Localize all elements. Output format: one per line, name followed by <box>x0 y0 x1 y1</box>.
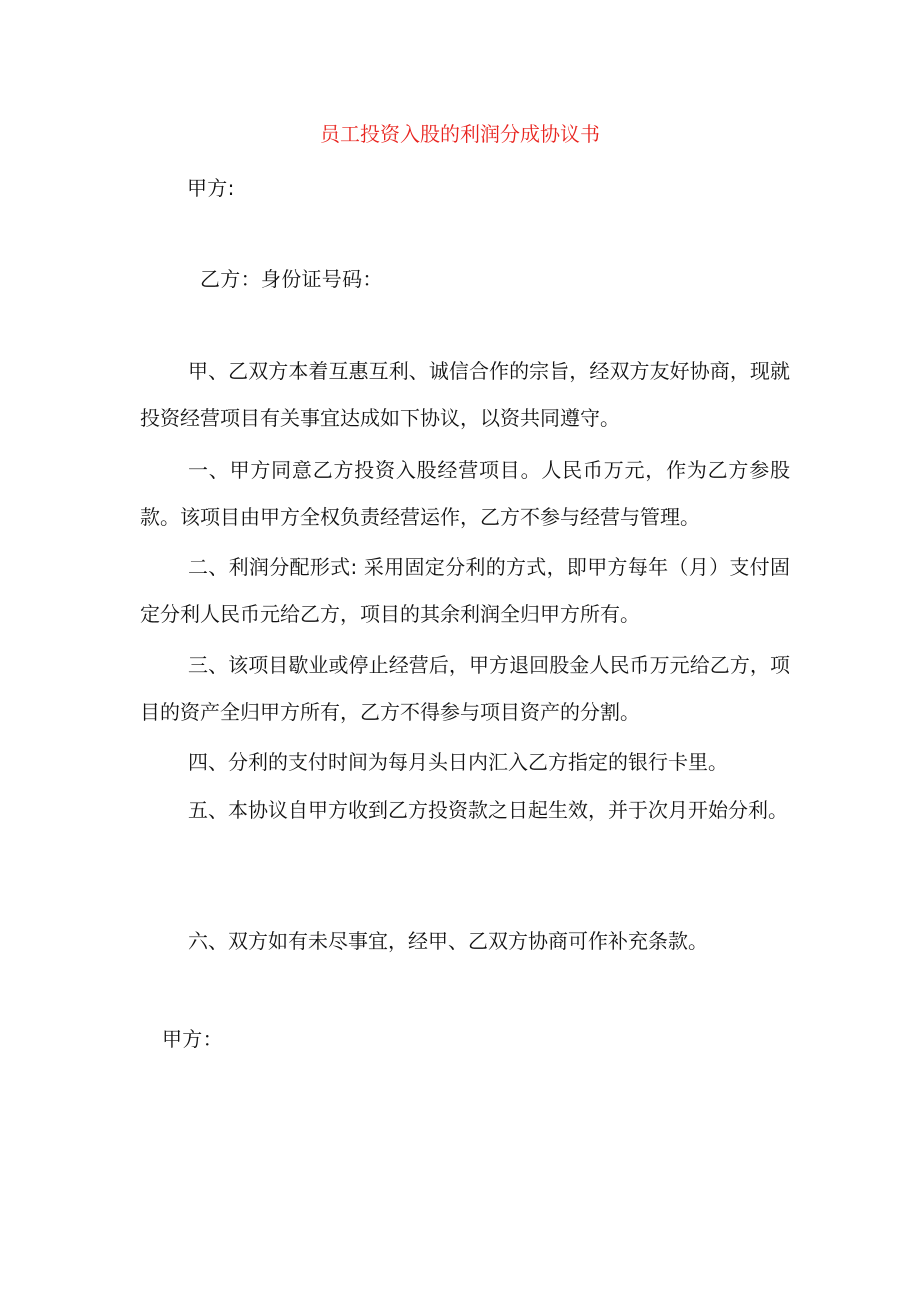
paragraph-preamble: 甲、乙双方本着互惠互利、诚信合作的宗旨，经双方友好协商，现就投资经营项目有关事宜达成如下协议，以资共同遵守。 <box>140 359 790 430</box>
party-a-label: 甲方: <box>187 176 235 200</box>
paragraph-clause-1: 一、甲方同意乙方投资入股经营项目。人民币万元，作为乙方参股款。该项目由甲方全权负责经营运作，乙方不参与经营与管理。 <box>140 458 790 529</box>
paragraph-clause-5: 五、本协议自甲方收到乙方投资款之日起生效，并于次月开始分利。 <box>188 798 788 822</box>
paragraph-clause-6: 六、双方如有未尽事宜，经甲、乙双方协商可作补充条款。 <box>188 929 708 953</box>
paragraph-clause-4: 四、分利的支付时间为每月头日内汇入乙方指定的银行卡里。 <box>188 750 728 774</box>
party-b-label: 乙方：身份证号码： <box>200 267 383 291</box>
document-title: 员工投资入股的利润分成协议书 <box>320 122 600 146</box>
signature-party-a-label: 甲方： <box>162 1027 223 1051</box>
paragraph-clause-2: 二、利润分配形式: 采用固定分利的方式，即甲方每年（月）支付固定分利人民币元给乙方，项目的其余利润全归甲方所有。 <box>140 555 790 626</box>
paragraph-clause-3: 三、该项目歇业或停止经营后，甲方退回股金人民币万元给乙方，项目的资产全归甲方所有，乙方不得参与项目资产的分割。 <box>140 653 790 724</box>
